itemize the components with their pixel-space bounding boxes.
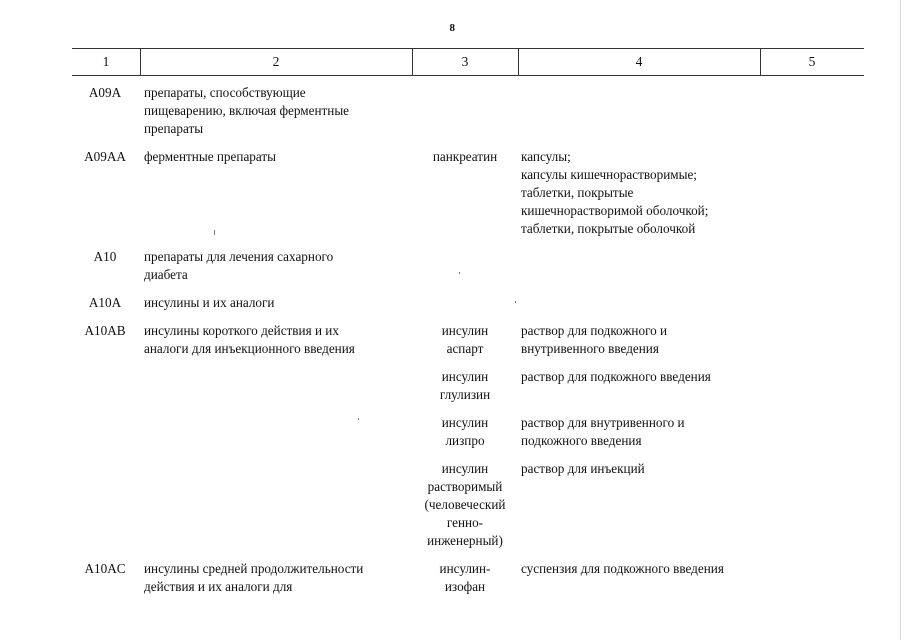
dosage-form-line: раствор для подкожного введения xyxy=(521,369,711,384)
active-substance xyxy=(412,368,518,404)
dosage-form-line: капсулы; xyxy=(521,149,571,164)
header-col-4: 4 xyxy=(635,54,643,69)
dosage-form xyxy=(521,368,815,386)
header-col-5: 5 xyxy=(808,54,816,69)
atc-code: A10AC xyxy=(84,561,126,576)
dosage-form-line: капсулы кишечнорастворимые; xyxy=(521,167,697,182)
group-name-line: диабета xyxy=(144,267,188,282)
substance-name-line: изофан xyxy=(444,579,486,594)
dosage-form-line: раствор для инъекций xyxy=(521,461,645,476)
table-header-row xyxy=(72,48,864,76)
dosage-form-line: раствор для подкожного и xyxy=(521,323,668,338)
dosage-form-line: раствор для внутривенного и xyxy=(521,415,685,430)
medication-table xyxy=(72,48,864,640)
group-name-line: инсулины и их аналоги xyxy=(144,295,275,310)
group-name-line: инсулины короткого действия и их xyxy=(144,323,339,338)
substance-name-line: панкреатин xyxy=(432,149,498,164)
anatomical-group-name xyxy=(144,322,406,358)
dosage-form xyxy=(521,322,815,358)
active-substance xyxy=(412,460,518,550)
atc-code: A10 xyxy=(93,249,117,264)
anatomical-group-name xyxy=(144,248,406,284)
anatomical-group-name xyxy=(144,294,406,312)
group-name-line: препараты для лечения сахарного xyxy=(144,249,334,264)
dosage-form-line: суспензия для подкожного введения xyxy=(521,561,724,576)
anatomical-group-name xyxy=(144,148,406,166)
substance-name-line: лизпро xyxy=(445,433,485,448)
substance-name-line: аспарт xyxy=(446,341,484,356)
group-name-line: препараты, способствующие xyxy=(144,85,306,100)
substance-name-line: инсулин xyxy=(441,415,489,430)
dosage-form-line: подкожного введения xyxy=(521,433,642,448)
substance-name-line: (человеческий xyxy=(424,497,506,512)
group-name-line: аналоги для инъекционного введения xyxy=(144,341,355,356)
substance-name-line: инсулин xyxy=(441,461,489,476)
header-col-1: 1 xyxy=(102,54,110,69)
active-substance xyxy=(412,414,518,450)
scan-artifact xyxy=(358,418,359,420)
scan-artifact xyxy=(515,301,516,303)
header-col-2: 2 xyxy=(272,54,280,69)
group-name-line: инсулины средней продолжительности xyxy=(144,561,364,576)
scan-artifact xyxy=(459,272,460,274)
dosage-form-line: внутривенного введения xyxy=(521,341,659,356)
active-substance xyxy=(412,148,518,166)
substance-name-line: растворимый xyxy=(427,479,503,494)
active-substance xyxy=(412,322,518,358)
substance-name-line: инсулин- xyxy=(439,561,491,576)
scan-edge xyxy=(900,0,901,640)
atc-code: A09A xyxy=(88,85,122,100)
substance-name-line: инсулин xyxy=(441,323,489,338)
dosage-form-line: таблетки, покрытые xyxy=(521,185,634,200)
substance-name-line: генно- xyxy=(446,515,484,530)
substance-name-line: глулизин xyxy=(439,387,491,402)
group-name-line: препараты xyxy=(144,121,204,136)
dosage-form-line: кишечнорастворимой оболочкой; xyxy=(521,203,709,218)
anatomical-group-name xyxy=(144,84,406,138)
dosage-form-line: таблетки, покрытые оболочкой xyxy=(521,221,696,236)
scan-artifact xyxy=(214,230,215,235)
dosage-form xyxy=(521,148,815,238)
dosage-form xyxy=(521,560,815,578)
active-substance xyxy=(412,560,518,596)
substance-name-line: инженерный) xyxy=(427,533,503,548)
header-col-3: 3 xyxy=(461,54,469,69)
anatomical-group-name xyxy=(144,560,406,596)
group-name-line: ферментные препараты xyxy=(144,149,277,164)
substance-name-line: инсулин xyxy=(441,369,489,384)
atc-code: A10AB xyxy=(84,323,126,338)
dosage-form xyxy=(521,460,815,478)
group-name-line: пищеварению, включая ферментные xyxy=(144,103,350,118)
page-number: 8 xyxy=(449,22,456,34)
dosage-form xyxy=(521,414,815,450)
atc-code: A09AA xyxy=(84,149,126,164)
group-name-line: действия и их аналоги для xyxy=(144,579,293,594)
atc-code: A10A xyxy=(88,295,122,310)
